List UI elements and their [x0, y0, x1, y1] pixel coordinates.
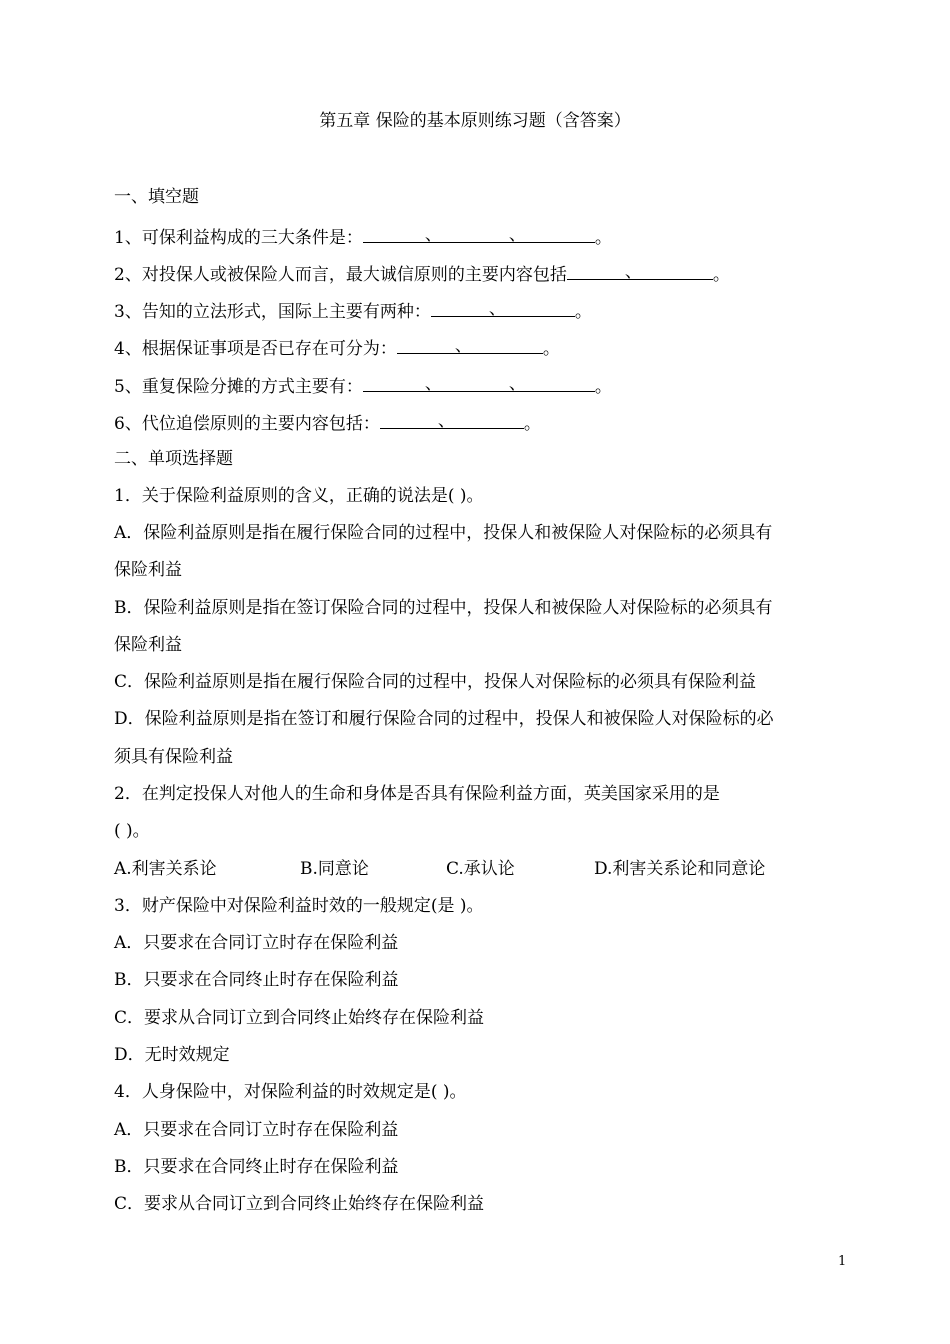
question-end-mark: 。 [594, 377, 612, 397]
question-text: 4、根据保证事项是否已存在可分为： [114, 339, 397, 359]
option-b: B．只要求在合同终止时存在保险利益 [114, 970, 399, 990]
question-fill-6 [114, 410, 541, 435]
question-fill-4 [114, 335, 560, 360]
question-text: 1、可保利益构成的三大条件是： [114, 228, 363, 248]
question-text: 5、重复保险分摊的方式主要有： [114, 377, 363, 397]
answer-blank[interactable] [363, 373, 595, 392]
question-fill-5 [114, 373, 612, 398]
option-d-continued: 须具有保险利益 [114, 747, 233, 767]
question-text: 2、对投保人或被保险人而言，最大诚信原则的主要内容包括 [114, 265, 567, 285]
question-text: 6、代位追偿原则的主要内容包括： [114, 414, 380, 434]
option-a-continued: 保险利益 [114, 560, 182, 580]
answer-blank[interactable] [431, 298, 575, 317]
question-end-mark: 。 [542, 339, 560, 359]
option-b-continued: 保险利益 [114, 635, 182, 655]
question-end-mark: 。 [574, 302, 592, 322]
option-a: A.利害关系论 [114, 859, 217, 879]
question-fill-2 [114, 261, 730, 286]
question-stem: 2．在判定投保人对他人的生命和身体是否具有保险利益方面，英美国家采用的是 [114, 784, 720, 804]
option-b: B．只要求在合同终止时存在保险利益 [114, 1157, 399, 1177]
option-c: C．保险利益原则是指在履行保险合同的过程中，投保人对保险标的必须具有保险利益 [114, 672, 757, 692]
option-d: D.利害关系论和同意论 [594, 859, 766, 879]
section-heading-fill-blank: 一、填空题 [114, 187, 199, 207]
question-end-mark: 。 [594, 228, 612, 248]
answer-blank[interactable] [363, 224, 595, 243]
option-c: C.承认论 [446, 859, 515, 879]
option-d: D．保险利益原则是指在签订和履行保险合同的过程中，投保人和被保险人对保险标的必 [114, 709, 774, 729]
blank-separator: 、 [508, 374, 526, 394]
question-text: 3、告知的立法形式，国际上主要有两种： [114, 302, 431, 322]
blank-separator: 、 [424, 374, 442, 394]
question-stem: 3．财产保险中对保险利益时效的一般规定(是 )。 [114, 896, 484, 916]
blank-separator: 、 [437, 411, 455, 431]
option-a: A．保险利益原则是指在履行保险合同的过程中，投保人和被保险人对保险标的必须具有 [114, 523, 773, 543]
question-stem: 1．关于保险利益原则的含义，正确的说法是( )。 [114, 486, 484, 506]
answer-blank[interactable] [380, 410, 524, 429]
blank-separator: 、 [488, 299, 506, 319]
page-title: 第五章 保险的基本原则练习题（含答案） [319, 111, 631, 131]
question-end-mark: 。 [523, 414, 541, 434]
question-fill-1 [114, 224, 612, 249]
blank-separator: 、 [624, 262, 642, 282]
answer-blank[interactable] [567, 261, 713, 280]
answer-blank[interactable] [397, 335, 543, 354]
option-b: B.同意论 [300, 859, 369, 879]
option-c: C．要求从合同订立到合同终止始终存在保险利益 [114, 1008, 485, 1028]
blank-separator: 、 [424, 225, 442, 245]
question-fill-3 [114, 298, 592, 323]
page-number: 1 [838, 1254, 847, 1269]
option-a: A．只要求在合同订立时存在保险利益 [114, 933, 399, 953]
blank-separator: 、 [508, 225, 526, 245]
question-stem: 4．人身保险中，对保险利益的时效规定是( )。 [114, 1082, 467, 1102]
option-b: B．保险利益原则是指在签订保险合同的过程中，投保人和被保险人对保险标的必须具有 [114, 598, 773, 618]
section-heading-single-choice: 二、单项选择题 [114, 449, 233, 469]
question-end-mark: 。 [712, 265, 730, 285]
option-d: D．无时效规定 [114, 1045, 230, 1065]
option-c: C．要求从合同订立到合同终止始终存在保险利益 [114, 1194, 485, 1214]
question-stem-continued: ( )。 [114, 821, 150, 841]
blank-separator: 、 [454, 336, 472, 356]
option-a: A．只要求在合同订立时存在保险利益 [114, 1120, 399, 1140]
